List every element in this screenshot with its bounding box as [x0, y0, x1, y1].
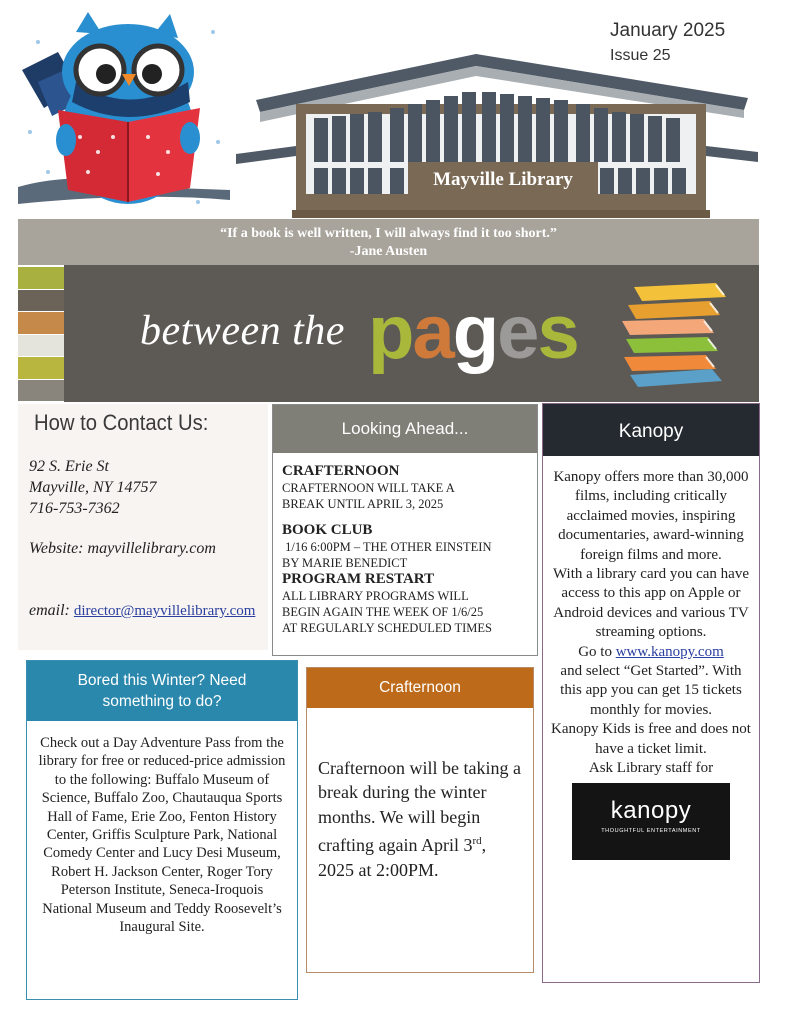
kanopy-paragraph: Kanopy offers more than 30,000 films, including critically acclaimed movies, inspiring documentaries, award-winning foreign films and more.: [553, 469, 749, 563]
color-swatches: [18, 267, 64, 402]
kanopy-website-link[interactable]: www.kanopy.com: [615, 643, 724, 660]
contact-website: Website: mayvillelibrary.com: [29, 540, 216, 557]
crafternoon-text: , 2025 at 2:00PM.: [318, 835, 487, 880]
kanopy-paragraph: and select “Get Started”. With this app you can get 15 tickets monthly for movies.: [560, 663, 742, 718]
event-detail: AT REGULARLY SCHEDULED TIMES: [282, 621, 492, 635]
kanopy-paragraph: Kanopy Kids is free and does not have a ticket limit.: [551, 721, 751, 757]
kanopy-title: Kanopy: [543, 404, 759, 456]
crafternoon-text: Crafternoon will be taking a break during the winter months. We will begin crafting again April 3: [318, 758, 521, 856]
title-line: something to do?: [102, 693, 222, 710]
event-detail: BREAK UNTIL APRIL 3, 2025: [282, 497, 444, 511]
kanopy-paragraph: Ask Library staff for: [588, 760, 714, 777]
day-adventure-pass-body: Check out a Day Adventure Pass from the library for free or reduced-price admission to the following: Buffalo Museum of Science, Buffalo Zoo, Chautauqua Sports Hall of Fame, Erie Zoo, Fenton History Center, Griffis Sculpture Park, National Comedy Center and Lucy Desi Museum, Robert H. Jackson Center, Roger Tory Peterson Institute, Seneca-Iroquois National Museum and Teddy Roosevelt’s Inaugural Site.: [38, 735, 286, 936]
contact-email-label: email:: [29, 602, 70, 619]
swatch: [18, 335, 64, 357]
event-detail: ALL LIBRARY PROGRAMS WILL: [282, 589, 469, 603]
quote-text: “If a book is well written, I will always find it too short.”: [220, 226, 557, 241]
swatch: [18, 380, 64, 402]
issue-date: January 2025: [610, 20, 726, 41]
looking-ahead-title: Looking Ahead...: [273, 405, 537, 453]
banner-letter: s: [537, 290, 578, 375]
contact-address-line2: Mayville, NY 14757: [29, 479, 157, 496]
event-detail: 1/16 6:00PM – THE OTHER EINSTEIN: [282, 540, 492, 554]
banner-title-word: [368, 290, 578, 375]
kanopy-link-row: [551, 643, 751, 662]
contact-title: How to Contact Us:: [34, 410, 209, 435]
kanopy-section: [542, 403, 760, 983]
kanopy-go-to: Go to: [578, 643, 612, 660]
event-detail: BEGIN AGAIN THE WEEK OF 1/6/25: [282, 605, 484, 619]
contact-phone: 716-753-7362: [29, 500, 120, 517]
kanopy-logo-word: kanopy: [610, 796, 692, 824]
crafternoon-superscript: rd: [472, 835, 482, 848]
library-building-illustration: [236, 52, 758, 220]
crafternoon-title: Crafternoon: [307, 668, 533, 708]
kanopy-paragraph: With a library card you can have access to this app on Apple or Android devices and various TV streaming options.: [553, 566, 749, 641]
swatch: [18, 290, 64, 312]
kanopy-logo: [572, 783, 730, 860]
banner-title-prefix: between the: [140, 308, 345, 354]
looking-ahead-body: [273, 453, 537, 636]
banner-letter: e: [497, 290, 538, 375]
looking-ahead-section: [272, 404, 538, 656]
event-detail: CRAFTERNOON WILL TAKE A: [282, 481, 455, 495]
quote-band: [18, 219, 759, 265]
day-adventure-pass-title: [27, 661, 297, 721]
contact-email-row: [29, 602, 255, 620]
contact-email-link[interactable]: director@mayvillelibrary.com: [73, 603, 256, 619]
quote-author: -Jane Austen: [349, 244, 428, 259]
banner-letter: a: [412, 290, 453, 375]
event-detail: BY MARIE BENEDICT: [282, 556, 408, 570]
kanopy-body: [543, 456, 759, 860]
swatch: [18, 312, 64, 334]
banner-letter: g: [452, 290, 498, 375]
event-heading: CRAFTERNOON: [282, 463, 400, 479]
contact-section: [18, 404, 268, 650]
swatch: [18, 267, 64, 289]
newsletter-banner: [18, 265, 759, 402]
day-adventure-pass-section: [26, 660, 298, 1000]
library-name: Mayville Library: [433, 169, 573, 190]
contact-address-line1: 92 S. Erie St: [29, 458, 109, 475]
book-stack-icon: [616, 279, 728, 389]
crafternoon-section: [306, 667, 534, 973]
banner-letter: p: [368, 290, 413, 375]
event-heading: BOOK CLUB: [282, 522, 373, 538]
title-line: Bored this Winter? Need: [77, 672, 247, 689]
crafternoon-body: [307, 708, 533, 882]
owl-reading-illustration: [18, 12, 230, 217]
kanopy-logo-tagline: THOUGHTFUL ENTERTAINMENT: [601, 827, 701, 834]
swatch: [18, 357, 64, 379]
issue-number: Issue 25: [610, 47, 671, 64]
event-heading: PROGRAM RESTART: [282, 571, 435, 587]
